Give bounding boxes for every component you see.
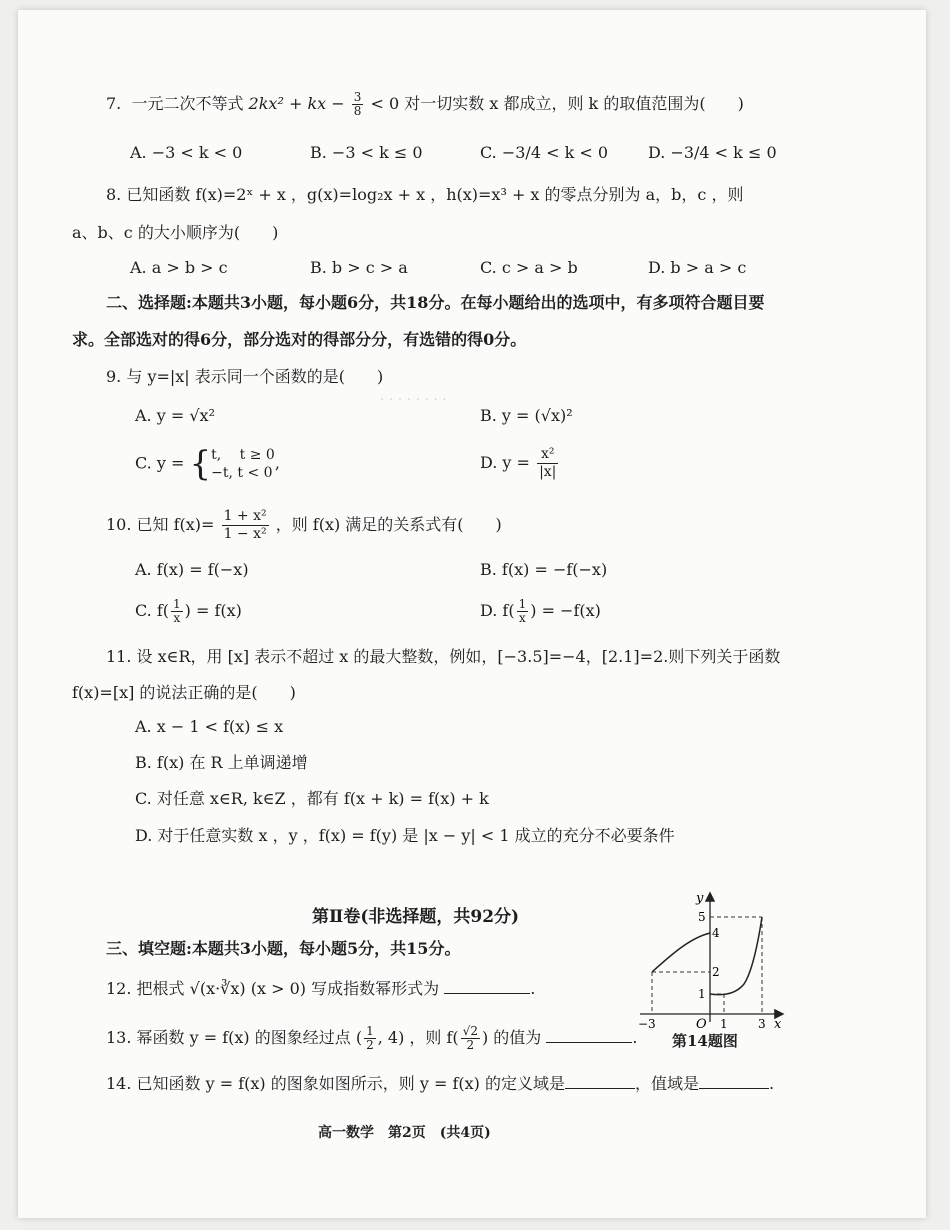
question-8-option-c[interactable]: C. c > a > b — [480, 258, 578, 277]
question-9-option-c[interactable]: C. y = { t, t ≥ 0 −t, t < 0 , — [135, 444, 280, 484]
y-tick-2: 2 — [712, 965, 720, 979]
question-7-option-b[interactable]: B. −3 < k ≤ 0 — [310, 143, 423, 162]
page-footer: 高一数学 第2页 (共4页) — [318, 1125, 491, 1141]
answer-blank-14-range[interactable] — [699, 1074, 769, 1089]
answer-blank-13[interactable] — [546, 1028, 632, 1043]
y-tick-5: 5 — [698, 910, 706, 924]
question-8-stem-line1: 8. 已知函数 f(x)=2ˣ + x ，g(x)=log₂x + x ，h(x)=x³ + x 的零点分别为 a，b，c ，则 — [106, 185, 744, 204]
question-8-stem-line2: a、b、c 的大小顺序为( ) — [72, 223, 279, 242]
question-8-option-a[interactable]: A. a > b > c — [130, 258, 228, 277]
x-tick-neg3: −3 — [638, 1017, 656, 1028]
question-13: 13. 幂函数 y = f(x) 的图象经过点 ( $\frac{1}{2}$ , 4) ，则 f( $\frac{√2}{2}$ ) 的值为 . — [106, 1024, 638, 1052]
answer-blank-12[interactable] — [444, 979, 530, 994]
x-tick-3: 3 — [758, 1017, 766, 1028]
origin-label: O — [696, 1017, 707, 1028]
question-9-option-d[interactable]: D. y = $\frac{\text{x²}}{|x|}$ — [480, 446, 557, 480]
question-9-option-b[interactable]: B. y = (√x)² — [480, 406, 573, 425]
x-axis-label: x — [774, 1017, 782, 1028]
question-7-option-d[interactable]: D. −3/4 < k ≤ 0 — [648, 143, 777, 162]
question-8-option-b[interactable]: B. b > c > a — [310, 258, 408, 277]
question-11-option-b[interactable]: B. f(x) 在 R 上单调递增 — [135, 753, 308, 772]
y-tick-4: 4 — [712, 926, 720, 940]
question-11-option-a[interactable]: A. x − 1 < f(x) ≤ x — [135, 717, 284, 736]
section-3-instructions: 三、填空题:本题共3小题，每小题5分，共15分。 — [106, 939, 461, 958]
question-7-option-a[interactable]: A. −3 < k < 0 — [130, 143, 243, 162]
answer-blank-14-domain[interactable] — [565, 1074, 635, 1089]
section-2-instructions-line1: 二、选择题:本题共3小题，每小题6分，共18分。在每小题给出的选项中，有多项符合题目要 — [106, 293, 765, 312]
question-10-stem: 10. 已知 f(x)= $\frac{\text{1 + x²}}{\text{1 − x²}}$ ，则 f(x) 满足的关系式有( ) — [106, 508, 502, 542]
part-2-title: 第Ⅱ卷(非选择题，共92分) — [312, 907, 520, 927]
question-11-stem-line1: 11. 设 x∈R，用 [x] 表示不超过 x 的最大整数，例如，[−3.5]=−4，[2.1]=2.则下列关于函数 — [106, 647, 781, 666]
question-10-option-b[interactable]: B. f(x) = −f(−x) — [480, 560, 608, 579]
y-tick-1: 1 — [698, 987, 706, 1001]
figure-caption: 第14题图 — [672, 1032, 738, 1050]
curve-left — [652, 933, 710, 972]
section-2-instructions-line2: 求。全部选对的得6分，部分选对的得部分分，有选错的得0分。 — [72, 330, 527, 349]
question-9-option-a[interactable]: A. y = √x² — [135, 406, 215, 425]
bleed-through-text: · · · · · · · · — [380, 392, 447, 408]
question-11-stem-line2: f(x)=[x] 的说法正确的是( ) — [72, 683, 296, 702]
question-10-option-c[interactable]: C. f( $\frac{1}{x}$ ) = f(x) — [135, 597, 242, 625]
question-10-option-a[interactable]: A. f(x) = f(−x) — [135, 560, 249, 579]
question-11-option-d[interactable]: D. 对于任意实数 x ，y ，f(x) = f(y) 是 |x − y| < 1 成立的充分不必要条件 — [135, 826, 675, 845]
question-14: 14. 已知函数 y = f(x) 的图象如图所示，则 y = f(x) 的定义域是 ，值域是 . — [106, 1074, 775, 1093]
x-tick-1: 1 — [720, 1017, 728, 1028]
question-7-option-c[interactable]: C. −3/4 < k < 0 — [480, 143, 609, 162]
question-7-stem: 7. 一元二次不等式 2kx² + kx − $\frac{3}{8}$ < 0 对一切实数 x 都成立，则 k 的取值范围为( ) — [106, 90, 744, 118]
question-9-stem: 9. 与 y=|x| 表示同一个函数的是( ) — [106, 367, 384, 386]
question-11-option-c[interactable]: C. 对任意 x∈R, k∈Z ，都有 f(x + k) = f(x) + k — [135, 789, 489, 808]
y-axis-label: y — [696, 891, 704, 906]
question-8-option-d[interactable]: D. b > a > c — [648, 258, 747, 277]
question-10-option-d[interactable]: D. f( $\frac{1}{x}$ ) = −f(x) — [480, 597, 601, 625]
question-14-figure — [632, 888, 792, 1028]
question-12: 12. 把根式 √(x·∛x) (x > 0) 写成指数幂形式为 . — [106, 979, 536, 998]
piecewise-brace: { — [189, 444, 212, 484]
